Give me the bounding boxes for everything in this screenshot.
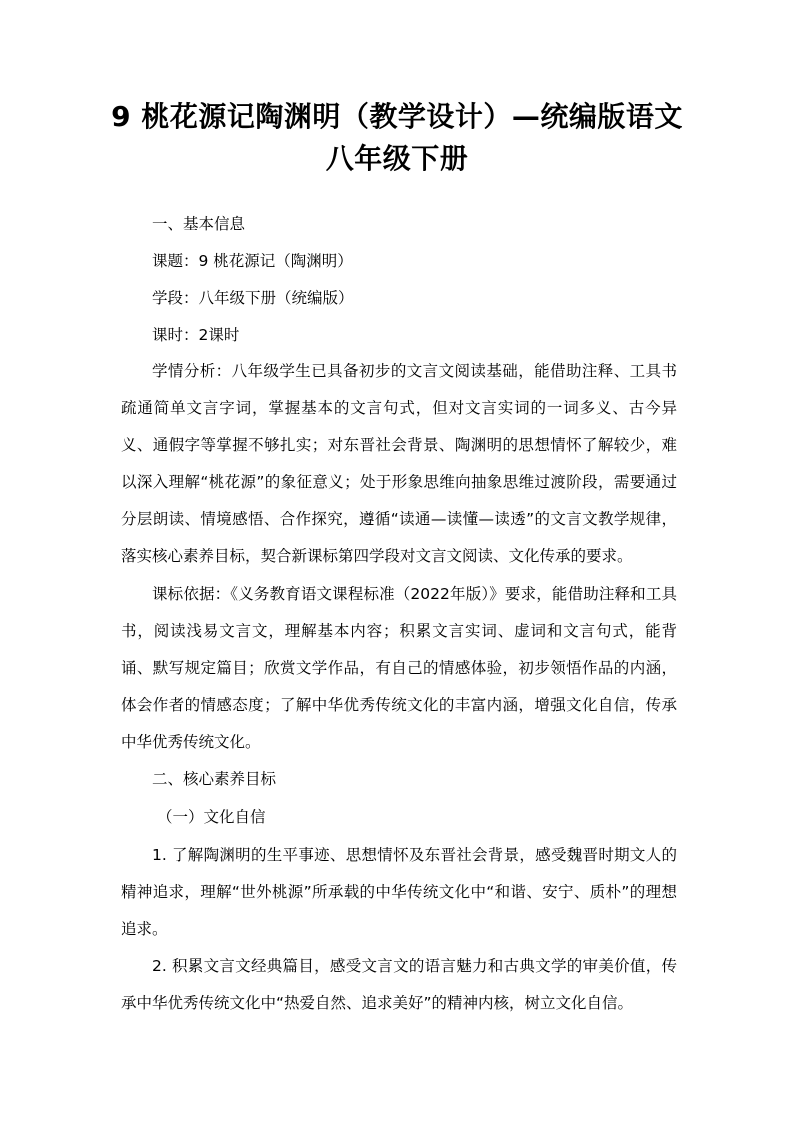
learner-analysis-paragraph: 学情分析：八年级学生已具备初步的文言文阅读基础，能借助注释、工具书疏通简单文言字词，掌握基本的文言句式，但对文言实词的一词多义、古今异义、通假字等掌握不够扎实；对东晋社会背景、陶渊明的思想情怀了解较少，难以深入理解“桃花源”的象征意义；处于形象思维向抽象思维过渡阶段，需要通过分层朗读、情境感悟、合作探究，遵循“读通—读懂—读透”的文言文教学规律，落实核心素养目标，契合新课标第四学段对文言文阅读、文化传承的要求。 bbox=[121, 362, 677, 565]
subheading-cultural-confidence: （一）文化自信 bbox=[157, 808, 266, 826]
section-heading-basic-info: 一、基本信息 bbox=[152, 215, 246, 233]
objective-item-2: 2. 积累文言文经典篇目，感受文言文的语言魅力和古典文学的审美价值，传承中华优秀传统文化中“热爱自然、追求美好”的精神内核，树立文化自信。 bbox=[121, 957, 677, 1012]
document-title: 9 桃花源记陶渊明（教学设计）—统编版语文八年级下册 bbox=[111, 100, 683, 175]
lesson-stage: 学段：八年级下册（统编版） bbox=[152, 289, 354, 307]
curriculum-standard-paragraph: 课标依据：《义务教育语文课程标准（2022年版）》要求，能借助注释和工具书，阅读浅易文言文，理解基本内容；积累文言实词、虚词和文言句式，能背诵、默写规定篇目；欣赏文学作品，有自己的情感体验，初步领悟作品的内涵，体会作者的情感态度；了解中华优秀传统文化的丰富内涵，增强文化自信，传承中华优秀传统文化。 bbox=[121, 585, 677, 751]
objective-item-1: 1. 了解陶渊明的生平事迹、思想情怀及东晋社会背景，感受魏晋时期文人的精神追求，理解“世外桃源”所承载的中华传统文化中“和谐、安宁、质朴”的理想追求。 bbox=[121, 846, 677, 938]
lesson-hours: 课时：2课时 bbox=[152, 326, 240, 344]
section-heading-core-literacy: 二、核心素养目标 bbox=[152, 770, 277, 788]
lesson-topic: 课题：9 桃花源记（陶渊明） bbox=[152, 252, 353, 270]
